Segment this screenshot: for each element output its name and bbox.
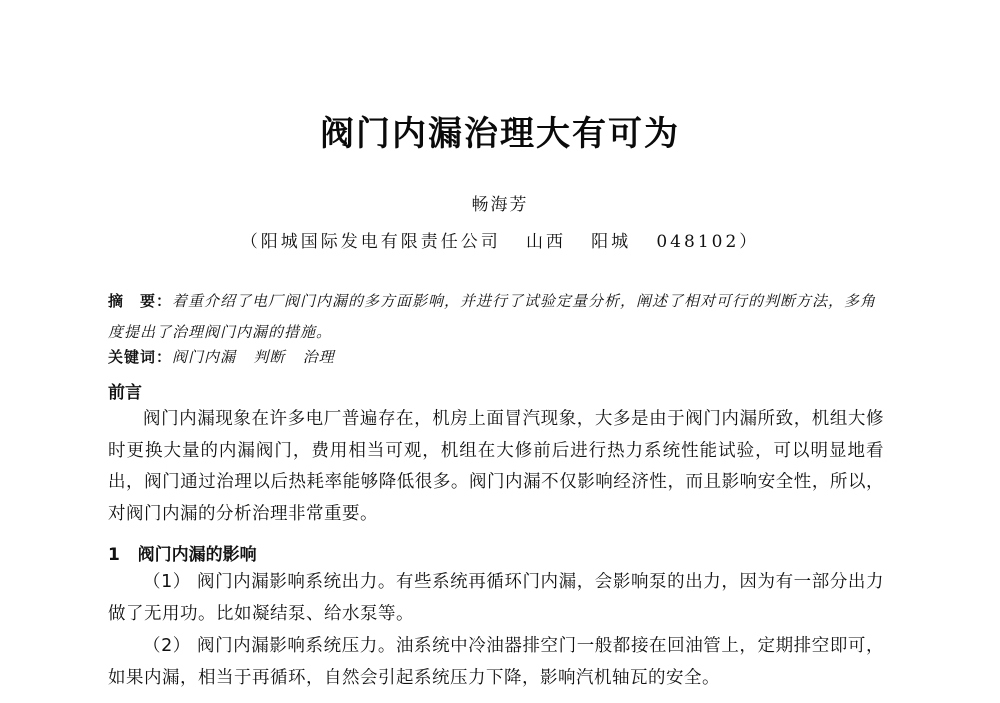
paragraph-item-1-text: 有些系统再循环门内漏，会影响泵的出力，因为有一部分出力做了无用功。比如凝结泵、给水泵等。: [108, 572, 884, 624]
author-name: 畅海芳: [471, 195, 529, 215]
keywords-label: 关键词：: [108, 348, 173, 366]
abstract-label: 摘 要：: [108, 292, 173, 310]
paragraph-item-2-text: 油系统中冷油器排空门一般都接在回油管上，定期排空即可，如果内漏，相当于再循环，自然会引起系统压力下降，影响汽机轴瓦的安全。: [108, 636, 884, 688]
paragraph-item-2: [108, 631, 884, 694]
paragraph-item-1-lead: （1） 阀门内漏影响系统出力。: [143, 572, 396, 592]
keywords-text: 阀门内漏 判断 治理: [172, 348, 335, 366]
section-heading-intro: 前言: [108, 383, 142, 403]
author-affiliation: （阳城国际发电有限责任公司 山西 阳城 048102）: [240, 232, 760, 252]
section-heading-1: 1 阀门内漏的影响: [108, 545, 257, 565]
abstract-text: 着重介绍了电厂阀门内漏的多方面影响，并进行了试验定量分析，阐述了相对可行的判断方法，多角度提出了治理阀门内漏的措施。: [108, 292, 877, 341]
abstract: [108, 286, 888, 348]
paragraph-item-2-lead: （2） 阀门内漏影响系统压力。: [143, 636, 396, 656]
paragraph-item-1: [108, 567, 884, 630]
paper-title: 阀门内漏治理大有可为: [320, 114, 680, 154]
intro-paragraph: 阀门内漏现象在许多电厂普遍存在，机房上面冒汽现象，大多是由于阀门内漏所致，机组大修时更换大量的内漏阀门，费用相当可观，机组在大修前后进行热力系统性能试验，可以明显地看出，阀门通过治理以后热耗率能够降低很多。阀门内漏不仅影响经济性，而且影响安全性，所以，对阀门内漏的分析治理非常重要。: [108, 409, 884, 524]
keywords: [108, 346, 888, 367]
